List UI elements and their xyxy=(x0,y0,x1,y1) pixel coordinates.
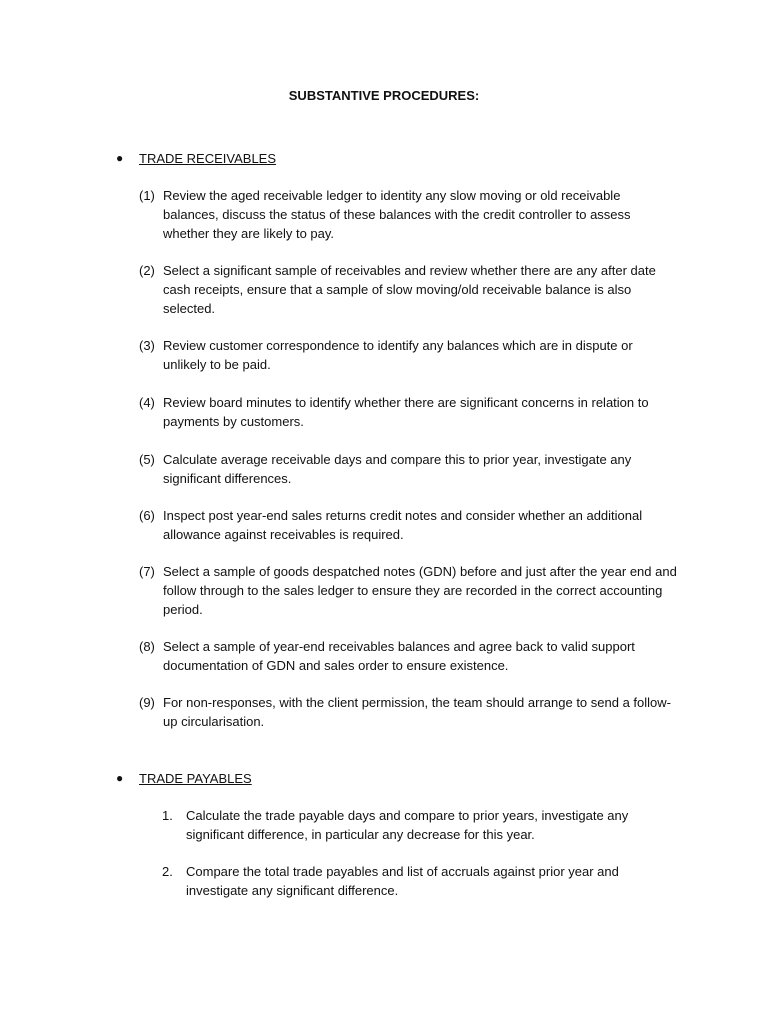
item-text: Inspect post year-end sales returns credit notes and consider whether an additional allowance against receivables is required. xyxy=(163,508,643,542)
section-heading: TRADE RECEIVABLES xyxy=(139,151,277,166)
bullet-icon: ● xyxy=(116,771,124,785)
item-text: Calculate average receivable days and compare this to prior year, investigate any significant differences. xyxy=(163,452,632,486)
item-number: (8) xyxy=(139,639,155,654)
section-trade-payables xyxy=(0,769,768,898)
item-text: Select a sample of goods despatched notes (GDN) before and just after the year end and follow through to the sales ledger to ensure they are recorded in the correct accounting period. xyxy=(163,564,677,617)
section-heading: TRADE PAYABLES xyxy=(139,771,252,786)
item-number: (1) xyxy=(139,188,155,203)
section-trade-receivables xyxy=(0,149,768,729)
item-number: (9) xyxy=(139,695,155,710)
item-text: Review the aged receivable ledger to identity any slow moving or old receivable balances, discuss the status of these balances with the credit controller to assess whether they are likely to pay. xyxy=(163,188,631,241)
item-number: 2. xyxy=(162,864,173,879)
item-text: Calculate the trade payable days and compare to prior years, investigate any significant difference, in particular any decrease for this year. xyxy=(186,808,629,842)
item-text: Compare the total trade payables and list of accruals against prior year and investigate any significant difference. xyxy=(186,864,619,898)
item-number: (2) xyxy=(139,263,155,278)
item-number: (7) xyxy=(139,564,155,579)
item-text: Select a sample of year-end receivables balances and agree back to valid support documentation of GDN and sales order to ensure existence. xyxy=(163,639,635,673)
item-number: (4) xyxy=(139,395,155,410)
item-text: Select a significant sample of receivables and review whether there are any after date cash receipts, ensure that a sample of slow moving/old receivable balance is also selected. xyxy=(163,263,656,316)
item-number: (3) xyxy=(139,338,155,353)
item-text: For non-responses, with the client permission, the team should arrange to send a follow-up circularisation. xyxy=(163,695,671,729)
item-text: Review customer correspondence to identify any balances which are in dispute or unlikely to be paid. xyxy=(163,338,633,372)
item-number: (6) xyxy=(139,508,155,523)
page-title: SUBSTANTIVE PROCEDURES: xyxy=(288,88,480,103)
item-text: Review board minutes to identify whether there are significant concerns in relation to payments by customers. xyxy=(163,395,649,429)
bullet-icon: ● xyxy=(116,151,124,165)
item-number: 1. xyxy=(162,808,173,823)
item-number: (5) xyxy=(139,452,155,467)
